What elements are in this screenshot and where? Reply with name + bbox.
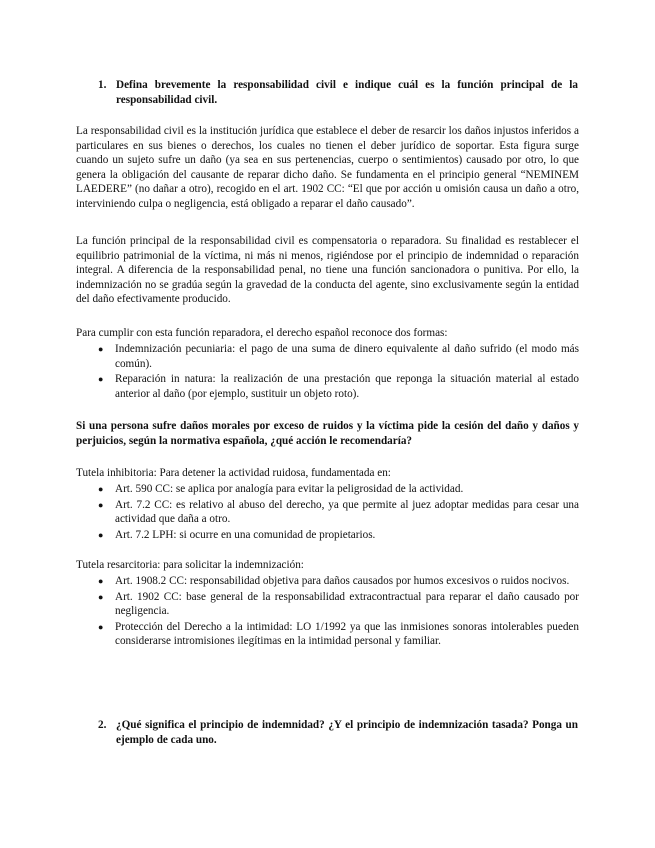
list-item [76, 342, 579, 371]
bullet-icon: ● [98, 576, 104, 586]
bullet-icon: ● [98, 484, 104, 494]
paragraph-forms-intro: Para cumplir con esta función reparadora, el derecho español reconoce dos formas: [76, 327, 448, 339]
list-item [76, 574, 579, 589]
bullet-icon: ● [98, 374, 104, 385]
paragraph-definition: La responsabilidad civil es la institución jurídica que establece el deber de resarcir los daños injustos inferidos a particulares en sus bienes o derechos, los cuales no tienen el deber jurídico de soportar. Esta figura surge cuando un sujeto sufre un daño (ya sea en sus pertenencias, cuerpo o sentimientos) causado por otro, lo que genera la obligación del causante de reparar dicho daño. Se fundamenta en el principio general “NEMINEM LAEDERE” (no dañar a otro), recogido en el art. 1902 CC: “El que por acción u omisión causa un daño a otro, interviniendo culpa o negligencia, está obligado a reparar el daño causado”. [76, 125, 579, 210]
list-item-text: Reparación in natura: la realización de una prestación que reponga la situación material al estado anterior al daño (por ejemplo, sustituir un objeto roto). [115, 373, 579, 400]
subquestion-heading: Si una persona sufre daños morales por exceso de ruidos y la víctima pide la cesión del daño y daños y perjuicios, según la normativa española, ¿qué acción le recomendaría? [76, 420, 579, 447]
list-item-text: Art. 590 CC: se aplica por analogía para evitar la peligrosidad de la actividad. [115, 483, 464, 495]
resarcitoria-list [76, 574, 579, 650]
tutela-inhibitoria-lead: Tutela inhibitoria: Para detener la actividad ruidosa, fundamentada en: [76, 467, 391, 479]
bullet-icon: ● [98, 591, 104, 602]
list-item-text: Protección del Derecho a la intimidad: LO 1/1992 ya que las inmisiones sonoras intolerables pueden considerarse intromisiones ilegítimas en la intimidad personal y familiar. [115, 620, 579, 648]
inhibitoria-list [76, 482, 579, 543]
list-item [76, 590, 579, 619]
question-2 [98, 718, 578, 747]
tutela-resarcitoria-lead: Tutela resarcitoria: para solicitar la indemnización: [76, 559, 304, 571]
list-item [76, 528, 579, 543]
list-item-text: Art. 1908.2 CC: responsabilidad objetiva para daños causados por humos excesivos o ruidos nocivos. [115, 575, 570, 587]
bullet-icon: ● [98, 499, 104, 510]
question-2-number: 2. [98, 719, 107, 731]
list-item-text: Art. 7.2 LPH: si ocurre en una comunidad de propietarios. [115, 528, 376, 541]
list-item-text: Art. 7.2 CC: es relativo al abuso del derecho, ya que permite al juez adoptar medidas para cesar una actividad que daña a otro. [115, 498, 579, 526]
bullet-icon: ● [98, 621, 104, 632]
list-item [76, 372, 579, 401]
question-1-text: Defina brevemente la responsabilidad civil e indique cuál es la función principal de la responsabilidad civil. [116, 79, 578, 106]
question-2-text: ¿Qué significa el principio de indemnidad? ¿Y el principio de indemnización tasada? Ponga un ejemplo de cada uno. [116, 719, 578, 746]
list-item [76, 620, 579, 649]
list-item [76, 482, 579, 497]
paragraph-function: La función principal de la responsabilidad civil es compensatoria o reparadora. Su finalidad es restablecer el equilibrio patrimonial de la víctima, ni más ni menos, rigiéndose por el principio de indemnidad o reparación integral. A diferencia de la responsabilidad penal, no tiene una función sancionadora o punitiva. Por ello, la indemnización no se gradúa según la gravedad de la conducta del agente, sino exclusivamente según la entidad del daño efectivamente producido. [76, 235, 579, 306]
question-1-number: 1. [98, 79, 107, 91]
list-item-text: Art. 1902 CC: base general de la responsabilidad extracontractual para reparar el daño causado por negligencia. [115, 590, 579, 618]
list-item-text: Indemnización pecuniaria: el pago de una suma de dinero equivalente al daño sufrido (el modo más común). [115, 343, 579, 370]
bullet-icon: ● [98, 344, 104, 354]
bullet-icon: ● [98, 529, 104, 540]
forms-list [76, 342, 579, 402]
list-item [76, 498, 579, 527]
question-1 [98, 78, 578, 107]
